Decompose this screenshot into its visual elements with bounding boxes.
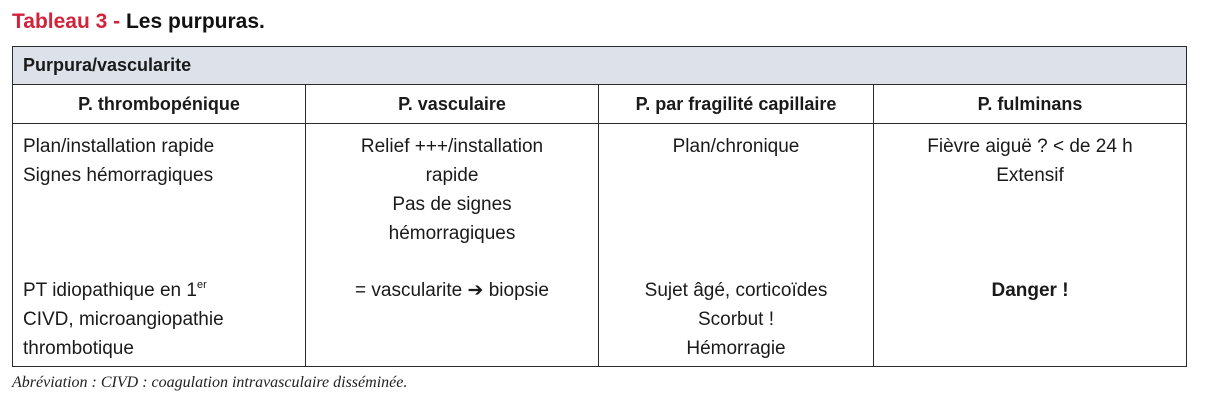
group-header-row xyxy=(13,47,1187,85)
thrombo-bottom-line-1-text: PT idiopathique en 1 xyxy=(23,280,197,301)
column-header-fulminans: P. fulminans xyxy=(874,85,1187,124)
thrombo-top-line-2: Signes hémorragiques xyxy=(23,165,214,186)
table-number-label: Tableau 3 - xyxy=(12,10,126,33)
fragilite-causes xyxy=(599,276,873,363)
group-header-cell: Purpura/vascularite xyxy=(13,47,1187,85)
table-row xyxy=(13,124,1187,367)
vasculaire-top-line-2: rapide xyxy=(425,165,479,186)
thrombo-bottom-line-2: CIVD, microangiopathie xyxy=(23,309,224,330)
thrombo-top-line-1: Plan/installation rapide xyxy=(23,136,215,157)
fragilite-top-line-1: Plan/chronique xyxy=(672,136,800,157)
vasculaire-bottom-prefix: = vascularite xyxy=(355,280,468,301)
vasculaire-causes xyxy=(306,276,598,305)
column-header-row xyxy=(13,85,1187,124)
vasculaire-characteristics xyxy=(306,132,598,248)
column-header-vasculaire: P. vasculaire xyxy=(306,85,599,124)
cell-thrombopenique xyxy=(13,124,306,367)
thrombo-bottom-line-1 xyxy=(23,276,295,305)
vasculaire-top-line-1: Relief +++/installation xyxy=(360,136,544,157)
table-title-text: Les purpuras. xyxy=(125,10,265,33)
fragilite-characteristics xyxy=(599,132,873,161)
vasculaire-top-line-3: Pas de signes xyxy=(392,194,512,215)
thrombo-characteristics xyxy=(13,132,305,190)
fulminans-causes xyxy=(874,276,1186,305)
fulminans-characteristics xyxy=(874,132,1186,190)
abbreviation-footnote: Abréviation : CIVD : coagulation intravasculaire disséminée. xyxy=(12,374,408,391)
fragilite-bottom-line-2: Scorbut ! xyxy=(697,309,775,330)
table-title xyxy=(12,9,265,35)
cell-fragilite xyxy=(599,124,874,367)
column-header-thrombopenique: P. thrombopénique xyxy=(13,85,306,124)
thrombo-bottom-line-3: thrombotique xyxy=(23,338,134,359)
fulminans-danger-text: Danger ! xyxy=(991,280,1069,301)
fulminans-top-line-2: Extensif xyxy=(996,165,1064,186)
vasculaire-top-line-4: hémorragiques xyxy=(388,223,516,244)
column-header-fragilite: P. par fragilité capillaire xyxy=(599,85,874,124)
vasculaire-bottom-line xyxy=(318,276,586,305)
cell-vasculaire xyxy=(306,124,599,367)
arrow-right-icon: ➔ xyxy=(467,280,484,301)
purpura-table xyxy=(12,46,1187,367)
cell-fulminans xyxy=(874,124,1187,367)
fulminans-top-line-1: Fièvre aiguë ? < de 24 h xyxy=(927,136,1133,157)
thrombo-causes xyxy=(13,276,305,363)
fragilite-bottom-line-1: Sujet âgé, corticoïdes xyxy=(644,280,828,301)
thrombo-superscript: er xyxy=(196,279,207,291)
vasculaire-bottom-suffix: biopsie xyxy=(483,280,549,301)
fragilite-bottom-line-3: Hémorragie xyxy=(686,338,786,359)
